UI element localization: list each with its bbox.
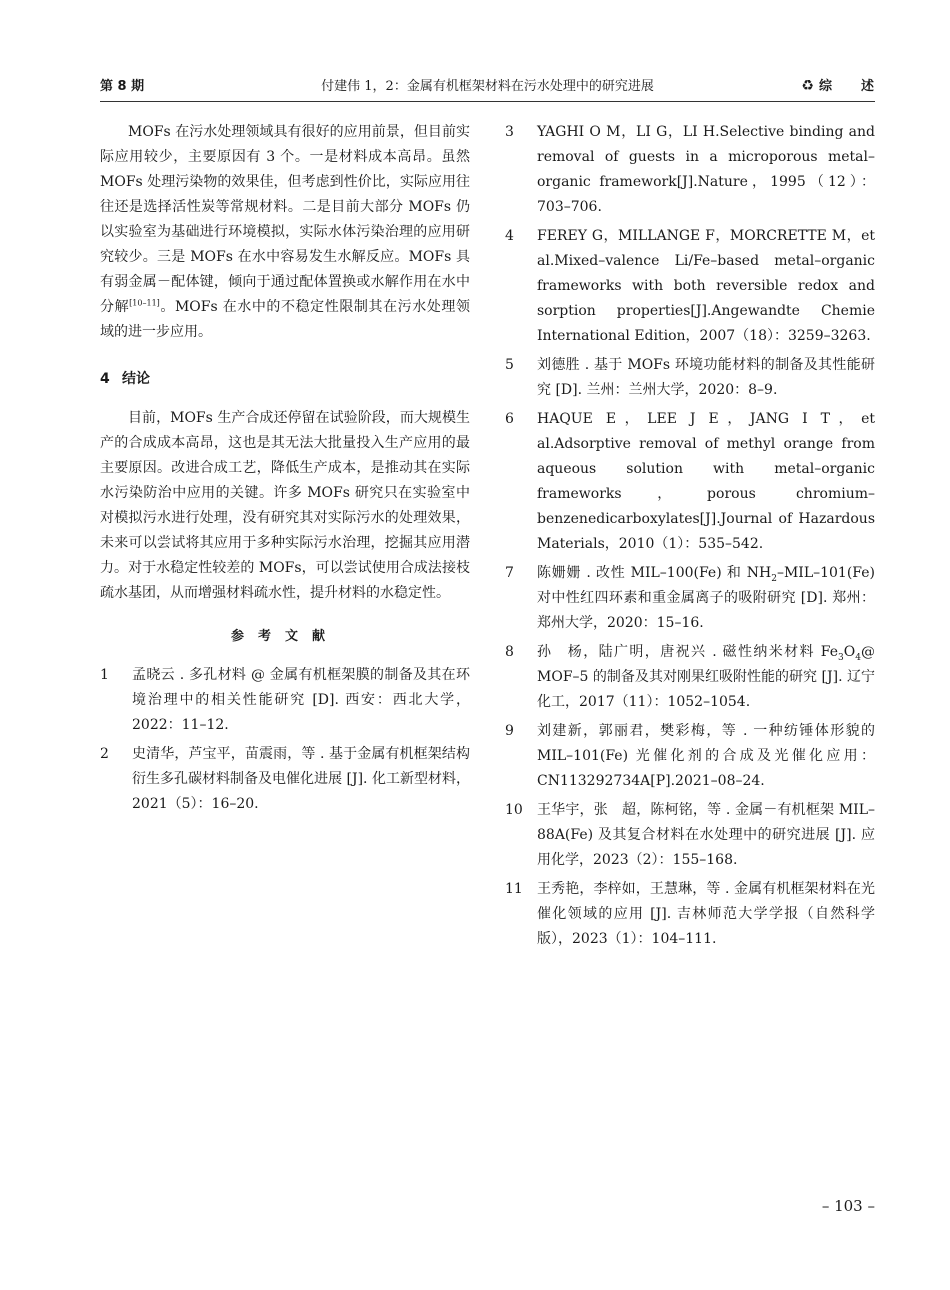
paragraph-conclusion: 目前，MOFs 生产合成还停留在试验阶段，而大规模生产的合成成本高昂，这也是其无法大批量投入生产应用的最主要原因。改进合成工艺，降低生产成本，是推动其在实际水污染防治中应用的关键。许多 MOFs 研究只在实验室中对模拟污水进行处理，没有研究其对实际污水的处理效果，未来可以尝试将其应用于多种实际污水治理，挖掘其应用潜力。对于水稳定性较差的 MOFs，可以尝试使用合成法接枝疏水基团，从而增强材料疏水性，提升材料的水稳定性。 — [100, 410, 470, 601]
running-header — [100, 75, 875, 97]
section-heading — [100, 367, 470, 392]
reference-text: 孙 杨，陆广明，唐祝兴 . 磁性纳米材料 $Fe_3O_4@$ MOF–5 的制备及其对刚果红吸附性能的研究 [J]. 辽宁化工，2017（11）：1052–1054. — [537, 644, 875, 710]
reference-number: 9 — [505, 723, 514, 739]
citation: [10–11] — [129, 298, 160, 308]
reference-text: 王秀艳，李梓如，王慧琳，等 . 金属有机框架材料在光催化领域的应用 [J]. 吉林师范大学学报（自然科学版），2023（1）：104–111. — [537, 881, 875, 947]
reference-text: HAQUE E，LEE J E，JANG I T，et al.Adsorptive removal of methyl orange from aqueous solution with metal–organic frameworks，porous chromium–benzenedicarboxylates[J].Journal of Hazardous Materials，2010（1）：535–542. — [537, 411, 875, 552]
reference-item — [505, 798, 875, 873]
reference-text: 陈姗姗 . 改性 MIL–100(Fe) 和 $NH_2-MIL-101(Fe)$ 对中性红四环素和重金属离子的吸附研究 [D]. 郑州：郑州大学，2020：15–16. — [537, 565, 875, 631]
reference-number: 5 — [505, 357, 514, 373]
section-number: 4 — [100, 371, 110, 387]
section-title: 结论 — [122, 371, 150, 387]
reference-text: 刘建新，郭丽君，樊彩梅，等 . 一种纺锤体形貌的 MIL–101(Fe) 光催化剂的合成及光催化应用：CN113292734A[P].2021–08–24. — [537, 723, 875, 789]
reference-text: FEREY G，MILLANGE F，MORCRETTE M，et al.Mixed–valence Li/Fe–based metal–organic frameworks with both reversible redox and sorption properties[J].Angewandte Chemie International Edition，2007（18）：3259–3263. — [537, 228, 875, 344]
paragraph-challenges: MOFs 在污水处理领域具有很好的应用前景，但目前实际应用较少，主要原因有 3 个。一是材料成本高昂。虽然 MOFs 处理污染物的效果佳，但考虑到性价比，实际应用往往还是选择活性炭等常规材料。二是目前大部分 MOFs 仍以实验室为基础进行环境模拟，实际水体污染治理的应用研究较少。三是 MOFs 在水中容易发生水解反应。MOFs 具有弱金属－配体键，倾向于通过配体置换或水解作用在水中分解[10–11]。MOFs 在水中的不稳定性限制其在污水处理领域的进一步应用。 — [100, 124, 470, 340]
reference-item — [505, 224, 875, 349]
section-char-2: 述 — [860, 79, 875, 94]
issue-number: 第 8 期 — [100, 79, 145, 94]
running-title: 付建伟 1，2：金属有机框架材料在污水处理中的研究进展 — [321, 79, 654, 94]
reference-number: 8 — [505, 644, 514, 660]
reference-item — [100, 742, 470, 817]
reference-number: 6 — [505, 411, 514, 427]
reference-text: 孟晓云 . 多孔材料 @ 金属有机框架膜的制备及其在环境治理中的相关性能研究 [D]. 西安：西北大学，2022：11–12. — [132, 667, 470, 733]
reference-item — [505, 561, 875, 636]
reference-number: 3 — [505, 124, 514, 140]
right-column — [505, 120, 875, 956]
reference-number: 4 — [505, 228, 514, 244]
reference-number: 7 — [505, 565, 514, 581]
reference-number: 1 — [100, 667, 109, 683]
reference-number: 10 — [505, 802, 523, 818]
references-heading: 参考文献 — [230, 629, 339, 644]
header-rule — [100, 101, 875, 102]
reference-item — [505, 640, 875, 715]
reference-text: 王华宇，张 超，陈柯铭，等 . 金属－有机框架 MIL–88A(Fe) 及其复合材料在水处理中的研究进展 [J]. 应用化学，2023（2）：155–168. — [537, 802, 875, 868]
left-column — [100, 120, 470, 821]
reference-text: YAGHI O M，LI G，LI H.Selective binding and removal of guests in a microporous metal–organic framework[J].Nature，1995（12）：703–706. — [537, 124, 875, 215]
reference-item — [505, 719, 875, 794]
recycle-icon: ♻ — [801, 78, 815, 94]
reference-item — [505, 120, 875, 220]
page-number: – 103 – — [821, 1197, 875, 1215]
reference-item — [100, 663, 470, 738]
reference-number: 11 — [505, 881, 523, 897]
reference-text: 刘德胜 . 基于 MOFs 环境功能材料的制备及其性能研究 [D]. 兰州：兰州大学，2020：8–9. — [537, 357, 875, 398]
section-label — [801, 75, 875, 94]
reference-item — [505, 877, 875, 952]
reference-item — [505, 407, 875, 557]
reference-number: 2 — [100, 746, 109, 762]
reference-item — [505, 353, 875, 403]
reference-text: 史清华，芦宝平，苗震雨，等 . 基于金属有机框架结构衍生多孔碳材料制备及电催化进展 [J]. 化工新型材料，2021（5）：16–20. — [132, 746, 470, 812]
section-char-1: 综 — [818, 79, 833, 94]
